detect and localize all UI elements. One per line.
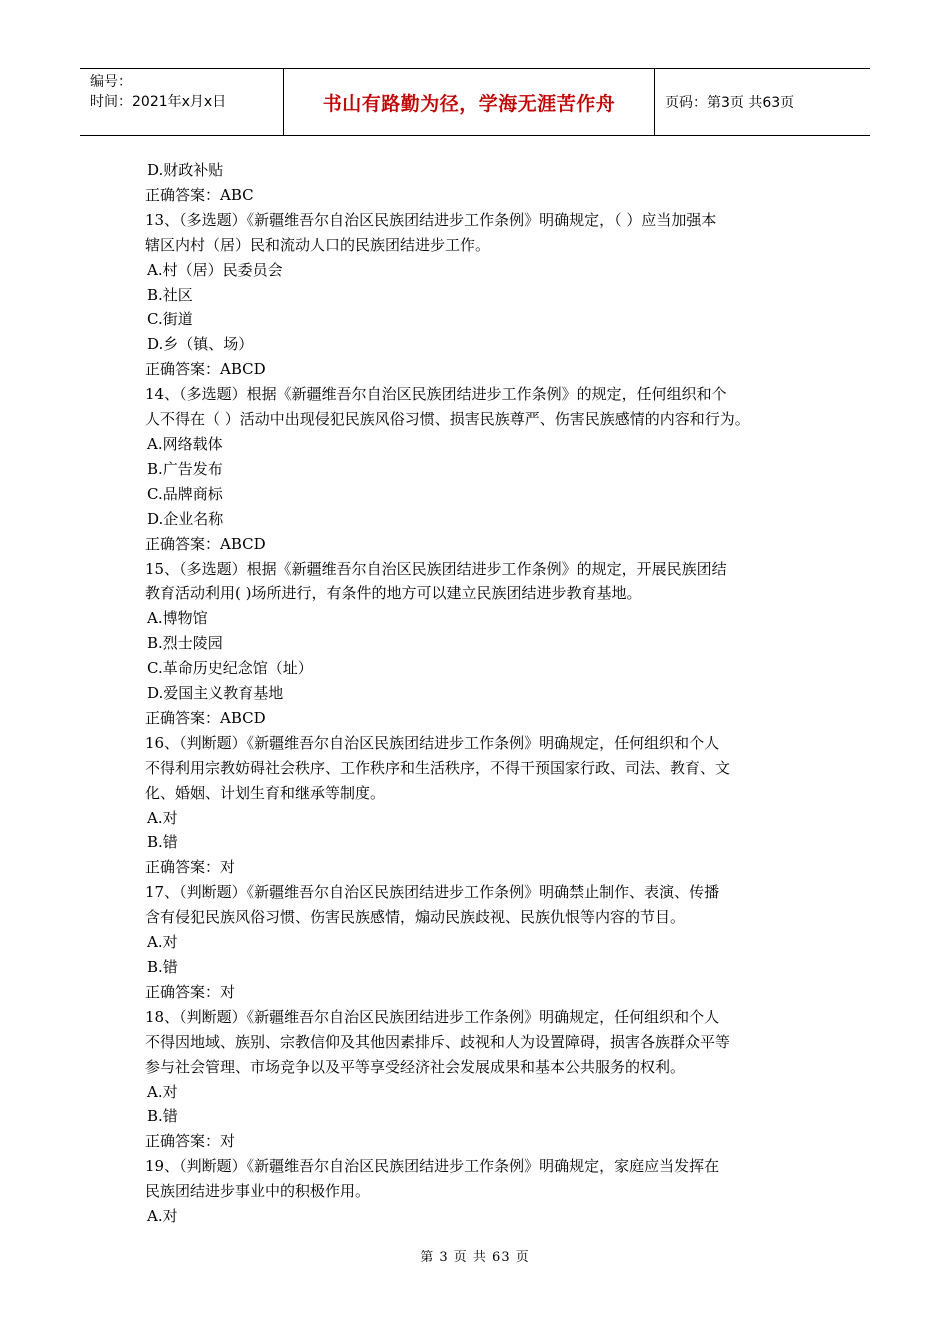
question-text: 化、婚姻、计划生育和继承等制度。 [145, 783, 386, 802]
document-body [145, 158, 810, 1229]
correct-answer: 正确答案：对 [145, 1132, 236, 1151]
header-motto-cell [283, 69, 655, 135]
answer-option: A.对 [147, 1082, 178, 1101]
answer-option: A.对 [147, 933, 178, 952]
answer-option: B.错 [147, 1107, 178, 1126]
header-motto: 书山有路勤为径，学海无涯苦作舟 [322, 92, 616, 115]
document-date: 时间：2021年x月x日 [90, 94, 227, 110]
question-text: 教育活动利用( )场所进行，有条件的地方可以建立民族团结进步教育基地。 [145, 584, 642, 603]
question-text: 参与社会管理、市场竞争以及平等享受经济社会发展成果和基本公共服务的权利。 [145, 1057, 686, 1076]
correct-answer: 正确答案：对 [145, 858, 236, 877]
header-page-number: 页码：第3页 共63页 [665, 95, 795, 111]
question-text: 16、（判断题）《新疆维吾尔自治区民族团结进步工作条例》明确规定，任何组织和个人 [145, 733, 720, 752]
answer-option: B.错 [147, 958, 178, 976]
page-header [80, 68, 870, 136]
answer-option: D.爱国主义教育基地 [147, 684, 284, 703]
question-text: 14、（多选题）根据《新疆维吾尔自治区民族团结进步工作条例》的规定，任何组织和个 [145, 385, 727, 404]
answer-option: D.乡（镇、场） [147, 335, 254, 354]
question-text: 17、（判断题）《新疆维吾尔自治区民族团结进步工作条例》明确禁止制作、表演、传播 [145, 883, 720, 902]
question-text: 18、（判断题）《新疆维吾尔自治区民族团结进步工作条例》明确规定，任何组织和个人 [145, 1007, 720, 1026]
answer-option: B.广告发布 [147, 459, 223, 478]
answer-option: C.街道 [147, 310, 193, 329]
correct-answer: 正确答案：对 [145, 982, 236, 1001]
answer-option: A.网络载体 [147, 434, 223, 453]
question-text: 含有侵犯民族风俗习惯、伤害民族感情，煽动民族歧视、民族仇恨等内容的节目。 [145, 908, 686, 927]
question-text: 13、（多选题）《新疆维吾尔自治区民族团结进步工作条例》明确规定，（ ）应当加强本 [145, 210, 717, 229]
correct-answer: 正确答案：ABCD [145, 534, 266, 553]
answer-option: B.错 [147, 833, 178, 852]
question-text: 辖区内村（居）民和流动人口的民族团结进步工作。 [145, 235, 491, 254]
answer-option: D.企业名称 [147, 509, 224, 528]
question-text: 人不得在（ ）活动中出现侵犯民族风俗习惯、损害民族尊严、伤害民族感情的内容和行为。 [145, 410, 750, 429]
answer-option: A.博物馆 [147, 609, 208, 628]
question-text: 19、（判断题）《新疆维吾尔自治区民族团结进步工作条例》明确规定，家庭应当发挥在 [145, 1157, 720, 1176]
answer-option: B.社区 [147, 285, 193, 304]
answer-option: A.对 [147, 1207, 178, 1226]
question-text: 民族团结进步事业中的积极作用。 [145, 1182, 371, 1201]
answer-option: C.革命历史纪念馆（址） [147, 659, 313, 678]
answer-option: A.村（居）民委员会 [147, 260, 283, 279]
header-page-cell [655, 69, 870, 135]
correct-answer: 正确答案：ABCD [145, 708, 266, 727]
question-text: 不得利用宗教妨碍社会秩序、工作秩序和生活秩序，不得干预国家行政、司法、教育、文 [145, 758, 731, 777]
document-number-label: 编号： [90, 74, 132, 90]
page-footer: 第 3 页 共 63 页 [420, 1250, 530, 1265]
answer-option: A.对 [147, 808, 178, 827]
question-text: 不得因地域、族别、宗教信仰及其他因素排斥、歧视和人为设置障碍，损害各族群众平等 [145, 1032, 731, 1051]
answer-option: D.财政补贴 [147, 161, 224, 179]
correct-answer: 正确答案：ABC [145, 185, 254, 204]
header-meta [80, 69, 283, 135]
question-text: 15、（多选题）根据《新疆维吾尔自治区民族团结进步工作条例》的规定，开展民族团结 [145, 559, 727, 578]
correct-answer: 正确答案：ABCD [145, 360, 266, 379]
answer-option: B.烈士陵园 [147, 634, 223, 653]
answer-option: C.品牌商标 [147, 484, 223, 503]
